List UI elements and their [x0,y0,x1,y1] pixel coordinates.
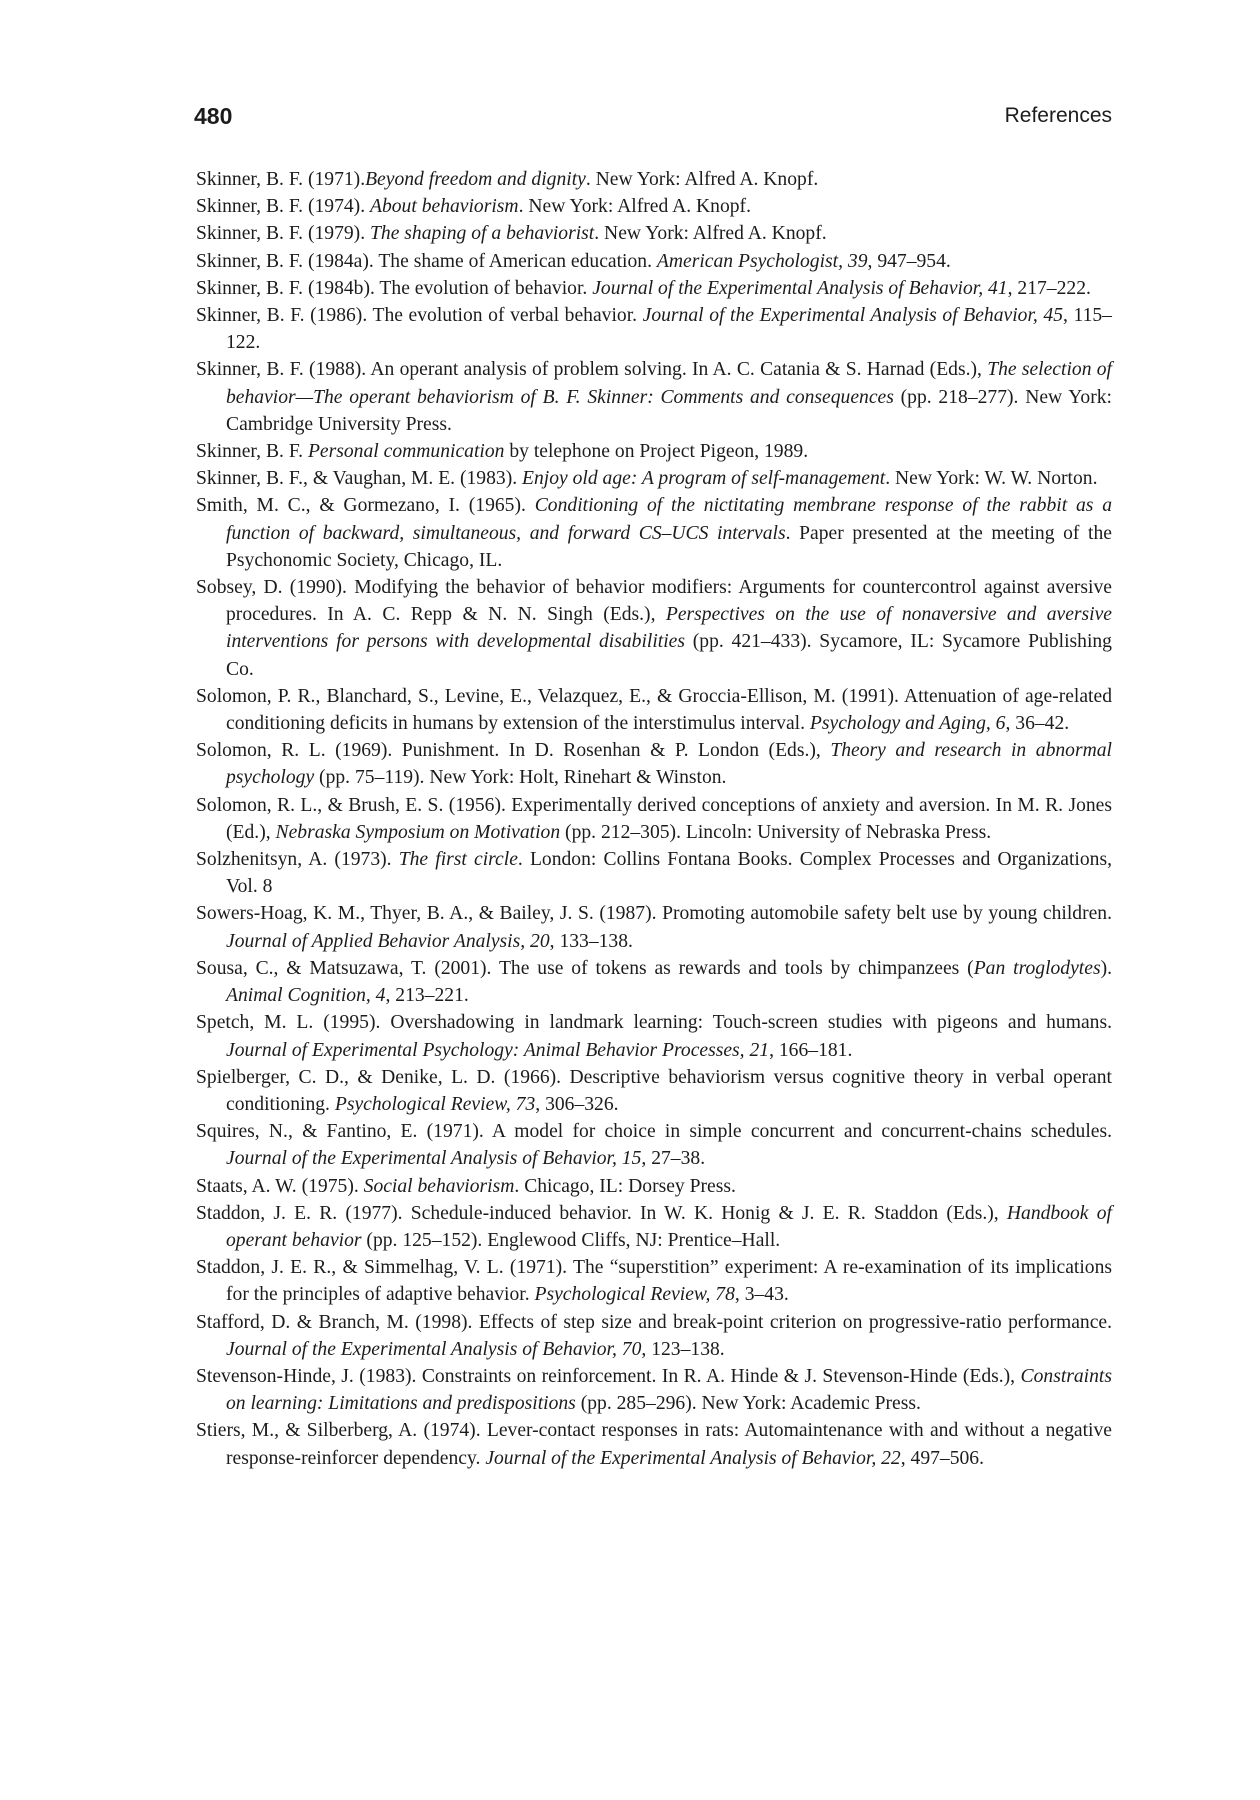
reference-text: , 27–38. [641,1148,706,1170]
reference-text: (pp. 212–305). Lincoln: University of Nebraska Press. [560,821,992,843]
reference-italic-text: Psychological Review, 78 [534,1284,735,1306]
reference-entry [196,465,1112,492]
reference-italic-text: About behaviorism [370,196,519,218]
reference-entry [196,438,1112,465]
reference-entry [196,248,1112,275]
reference-text: , 36–42. [1005,713,1070,735]
reference-text: , 217–222. [1007,277,1091,299]
reference-text: . Chicago, IL: Dorsey Press. [514,1175,736,1197]
reference-italic-text: Conditioning of the nictitating membrane response of the rabbit as a function of backward, simultaneous, and forward CS–UCS intervals [226,495,1112,544]
reference-text: , 133–138. [549,930,633,952]
reference-entry [196,1254,1112,1308]
reference-text: Squires, N., & Fantino, E. (1971). A model for choice in simple concurrent and concurrent-chains schedules. [196,1121,1112,1143]
reference-text: . New York: Alfred A. Knopf. [594,223,827,245]
page-number: 480 [194,103,233,129]
reference-text: , 306–326. [535,1093,619,1115]
reference-italic-text: Journal of the Experimental Analysis of Behavior, 41 [592,277,1008,299]
reference-text: Staats, A. W. (1975). [196,1175,364,1197]
reference-text: (pp. 218–277). New York: Cambridge University Press. [226,386,1112,435]
reference-italic-text: Journal of the Experimental Analysis of Behavior, 70 [226,1338,642,1360]
reference-text: Sobsey, D. (1990). Modifying the behavior of behavior modifiers: Arguments for countercontrol against aversive procedures. In A. C. Repp & N. N. Singh (Eds.), [196,577,1112,626]
reference-italic-text: Pan troglodytes [973,957,1101,979]
reference-italic-text: Constraints on learning: Limitations and predispositions [226,1365,1112,1415]
reference-entry [196,846,1112,900]
reference-italic-text: The selection of behavior—The operant behaviorism of B. F. Skinner: Comments and consequences [226,359,1112,408]
reference-entry [196,220,1112,247]
reference-entry [196,193,1112,220]
reference-entry [196,1173,1112,1200]
reference-italic-text: Journal of the Experimental Analysis of Behavior, 22 [485,1447,901,1469]
reference-entry [196,1200,1112,1254]
reference-entry [196,1118,1112,1172]
reference-text: , 497–506. [900,1447,984,1469]
reference-entry [196,492,1112,574]
reference-italic-text: Perspectives on the use of nonaversive and aversive interventions for persons with developmental disabilities [226,604,1113,653]
reference-italic-text: Social behaviorism [363,1175,515,1197]
reference-text: , 123–138. [641,1338,725,1360]
reference-italic-text: Journal of Experimental Psychology: Animal Behavior Processes, 21 [226,1039,770,1061]
reference-entry [196,1417,1112,1471]
reference-text: Skinner, B. F., & Vaughan, M. E. (1983). [196,468,523,490]
reference-text: Stiers, M., & Silberberg, A. (1974). Lever-contact responses in rats: Automaintenance with and without a negative response-reinforcer dependency. [196,1420,1112,1469]
reference-entry [196,737,1112,791]
reference-italic-text: Theory and research in abnormal psychology [226,740,1112,789]
reference-entry [196,683,1112,737]
reference-italic-text: Nebraska Symposium on Motivation [275,821,561,843]
reference-text: Skinner, B. F. (1974). [196,196,370,218]
reference-entry [196,900,1112,954]
reference-text: ). [1100,957,1113,979]
reference-italic-text: The first circle [398,849,518,871]
reference-italic-text: Journal of the Experimental Analysis of Behavior, 15 [226,1148,642,1170]
reference-text: Spetch, M. L. (1995). Overshadowing in landmark learning: Touch-screen studies with pigeons and humans. [196,1012,1112,1034]
reference-text: Smith, M. C., & Gormezano, I. (1965). [196,495,535,517]
reference-italic-text: Journal of Applied Behavior Analysis, 20 [226,930,550,952]
reference-text: (pp. 75–119). New York: Holt, Rinehart & Winston. [314,767,727,789]
reference-italic-text: Beyond freedom and dignity [365,169,586,190]
reference-italic-text: Journal of the Experimental Analysis of Behavior, 45 [642,305,1064,327]
reference-text: Spielberger, C. D., & Denike, L. D. (1966). Descriptive behaviorism versus cognitive theory in verbal operant conditioning. [196,1066,1112,1115]
reference-entry [196,302,1112,356]
reference-entry [196,1009,1112,1063]
reference-text: Staddon, J. E. R. (1977). Schedule-induced behavior. In W. K. Honig & J. E. R. Staddon (Eds.), [196,1202,1007,1224]
reference-entry [196,574,1112,683]
reference-italic-text: Personal communication [307,441,505,463]
reference-text: , 947–954. [867,250,951,272]
reference-text: , 213–221. [385,985,469,1007]
reference-text: Skinner, B. F. [196,441,308,463]
reference-text: Skinner, B. F. (1988). An operant analysis of problem solving. In A. C. Catania & S. Harnad (Eds.), [196,359,988,381]
reference-text: Sousa, C., & Matsuzawa, T. (2001). The use of tokens as rewards and tools by chimpanzees ( [196,957,974,979]
reference-text: Solzhenitsyn, A. (1973). [196,849,399,871]
reference-text: Skinner, B. F. (1979). [196,223,370,245]
reference-text: Stafford, D. & Branch, M. (1998). Effects of step size and break-point criterion on progressive-ratio performance. [196,1311,1112,1333]
reference-italic-text: Enjoy old age: A program of self-management [522,468,886,490]
reference-text: . New York: Alfred A. Knopf. [518,196,751,218]
reference-text: Skinner, B. F. (1984a). The shame of American education. [196,250,657,272]
reference-text: , 115–122. [226,305,1112,354]
reference-text: Staddon, J. E. R., & Simmelhag, V. L. (1971). The “superstition” experiment: A re-examination of its implications for the principles of adaptive behavior. [196,1257,1112,1306]
reference-text: . New York: W. W. Norton. [885,468,1098,490]
reference-italic-text: Handbook of operant behavior [226,1202,1112,1251]
reference-entry [196,1363,1112,1417]
reference-text: . London: Collins Fontana Books. Complex Processes and Organizations, Vol. 8 [226,849,1112,898]
reference-italic-text: American Psychologist, 39 [656,250,868,272]
page-header [194,102,1112,142]
reference-italic-text: Animal Cognition, 4 [226,985,386,1007]
reference-text: (pp. 125–152). Englewood Cliffs, NJ: Prentice–Hall. [361,1229,781,1251]
reference-list [196,166,1112,1472]
reference-entry [196,166,1112,193]
section-title: References [1004,104,1112,127]
reference-italic-text: Psychological Review, 73 [334,1093,536,1115]
reference-text: , 3–43. [734,1284,789,1306]
reference-text: Solomon, R. L. (1969). Punishment. In D. Rosenhan & P. London (Eds.), [196,740,831,762]
reference-entry [196,275,1112,302]
reference-text: Skinner, B. F. (1984b). The evolution of behavior. [196,277,593,299]
reference-text: Skinner, B. F. (1986). The evolution of verbal behavior. [196,305,643,327]
reference-entry [196,792,1112,846]
reference-entry [196,1064,1112,1118]
reference-text: (pp. 421–433). Sycamore, IL: Sycamore Publishing Co. [226,631,1112,680]
reference-text: (pp. 285–296). New York: Academic Press. [575,1393,921,1415]
reference-text: . Paper presented at the meeting of the Psychonomic Society, Chicago, IL. [226,522,1112,571]
reference-entry [196,356,1112,438]
reference-entry [196,1309,1112,1363]
reference-text: Solomon, P. R., Blanchard, S., Levine, E., Velazquez, E., & Groccia-Ellison, M. (1991). Attenuation of age-related conditioning deficits in humans by extension of the interstimulus interval. [196,685,1112,735]
reference-text: Stevenson-Hinde, J. (1983). Constraints on reinforcement. In R. A. Hinde & J. Stevenson-Hinde (Eds.), [196,1365,1021,1387]
reference-text: Skinner, B. F. (1971). [196,169,366,190]
reference-italic-text: The shaping of a behaviorist [370,223,595,245]
reference-entry [196,955,1112,1009]
reference-text: Solomon, R. L., & Brush, E. S. (1956). Experimentally derived conceptions of anxiety and aversion. In M. R. Jones (Ed.), [196,794,1112,843]
reference-text: by telephone on Project Pigeon, 1989. [504,441,809,463]
reference-text: , 166–181. [769,1039,853,1061]
reference-text: Sowers-Hoag, K. M., Thyer, B. A., & Bailey, J. S. (1987). Promoting automobile safety belt use by young children. [196,903,1112,925]
reference-italic-text: Psychology and Aging, 6 [809,713,1006,735]
reference-text: . New York: Alfred A. Knopf. [585,169,819,190]
